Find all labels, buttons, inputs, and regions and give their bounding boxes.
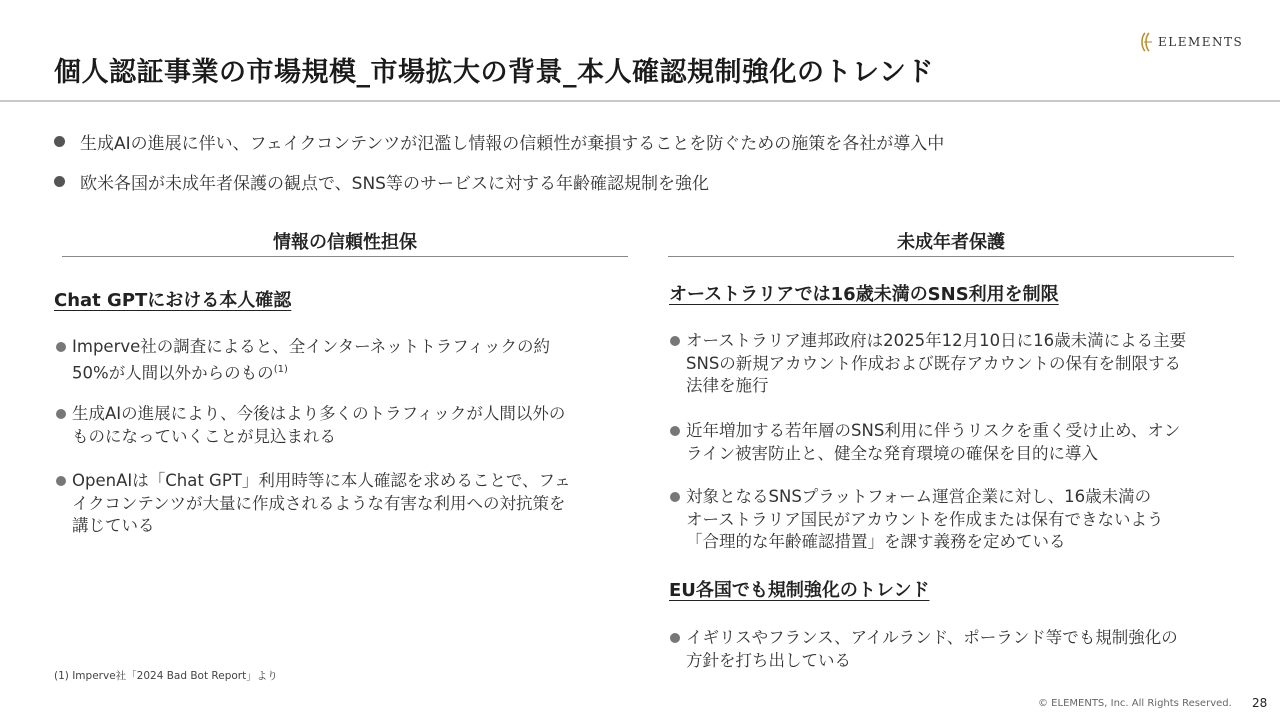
footnote-ref: (1)	[273, 363, 288, 375]
bullet-dot	[54, 176, 65, 187]
bullet-line: 対象となるSNSプラットフォーム運営企業に対し、16歳未満の	[686, 487, 1152, 506]
right-subheading-eu: EU各国でも規制強化のトレンド	[669, 580, 930, 601]
summary-text: 欧米各国が未成年者保護の観点で、SNS等のサービスに対する年齢確認規制を強化	[80, 173, 709, 194]
bullet-line: SNSの新規アカウント作成および既存アカウントの保有を制限する	[686, 353, 1181, 373]
summary-item	[54, 168, 944, 194]
left-column-heading: 情報の信頼性担保	[273, 232, 417, 253]
brand-logo	[1140, 32, 1243, 52]
right-bullet	[670, 420, 1180, 465]
bullet-text	[686, 420, 1180, 465]
right-bullet	[670, 627, 1178, 672]
bullet-line: 講じている	[72, 516, 155, 535]
logo-text: ELEMENTS	[1158, 35, 1244, 49]
right-column-heading: 未成年者保護	[897, 232, 1005, 253]
bullet-line: イクコンテンツが大量に作成されるような有害な利用への対抗策を	[72, 493, 566, 513]
bullet-line: ものになっていくことが見込まれる	[72, 426, 336, 446]
bullet-text	[686, 330, 1186, 398]
bullet-line: 方針を打ち出している	[686, 650, 851, 670]
left-bullet	[56, 403, 565, 448]
bullet-text	[72, 470, 571, 538]
bullet-dot	[54, 136, 65, 147]
bullet-dot	[56, 342, 66, 352]
left-bullet	[56, 336, 550, 385]
right-bullet	[670, 330, 1186, 398]
bullet-dot	[670, 426, 680, 436]
summary-list	[54, 128, 944, 208]
bullet-text	[686, 627, 1178, 672]
right-bullet	[670, 486, 1164, 554]
summary-item	[54, 128, 944, 154]
bullet-line: 「合理的な年齢確認措置」を課す義務を定めている	[686, 532, 1066, 551]
page-title: 個人認証事業の市場規模_市場拡大の背景_本人確認規制強化のトレンド	[54, 57, 934, 88]
bullet-text	[72, 403, 565, 448]
bullet-line: 法律を施行	[686, 376, 769, 395]
right-subheading-australia: オーストラリアでは16歳未満のSNS利用を制限	[669, 284, 1059, 305]
bullet-line: オーストラリア国民がアカウントを作成または保有できないよう	[686, 509, 1164, 529]
bullet-text	[72, 336, 550, 385]
left-subheading: Chat GPTにおける本人確認	[54, 290, 292, 311]
title-divider	[0, 100, 1280, 102]
bullet-text	[686, 486, 1164, 554]
bullet-line: イギリスやフランス、アイルランド、ポーランド等でも規制強化の	[686, 628, 1178, 647]
elements-logo-icon	[1140, 32, 1154, 52]
right-column-divider	[668, 256, 1234, 257]
bullet-line: OpenAIは「Chat GPT」利用時等に本人確認を求めることで、フェ	[72, 471, 571, 490]
bullet-line: 近年増加する若年層のSNS利用に伴うリスクを重く受け止め、オン	[686, 421, 1181, 440]
bullet-line: 生成AIの進展により、今後はより多くのトラフィックが人間以外の	[72, 404, 566, 423]
bullet-dot	[670, 492, 680, 502]
bullet-line: 50%が人間以外からのもの	[72, 363, 274, 382]
page-number: 28	[1252, 696, 1268, 710]
bullet-dot	[670, 336, 680, 346]
bullet-dot	[56, 409, 66, 419]
copyright-text: © ELEMENTS, Inc. All Rights Reserved.	[1038, 698, 1232, 709]
bullet-line: ライン被害防止と、健全な発育環境の確保を目的に導入	[686, 443, 1099, 463]
bullet-dot	[670, 633, 680, 643]
left-bullet	[56, 470, 571, 538]
summary-text: 生成AIの進展に伴い、フェイクコンテンツが氾濫し情報の信頼性が棄損することを防ぐための施策を各社が導入中	[80, 133, 945, 154]
bullet-line: オーストラリア連邦政府は2025年12月10日に16歳未満による主要	[686, 331, 1187, 350]
bullet-dot	[56, 476, 66, 486]
footnote: (1) Imperve社「2024 Bad Bot Report」より	[54, 670, 278, 682]
bullet-line: Imperve社の調査によると、全インターネットトラフィックの約	[72, 337, 550, 356]
left-column-divider	[62, 256, 628, 257]
